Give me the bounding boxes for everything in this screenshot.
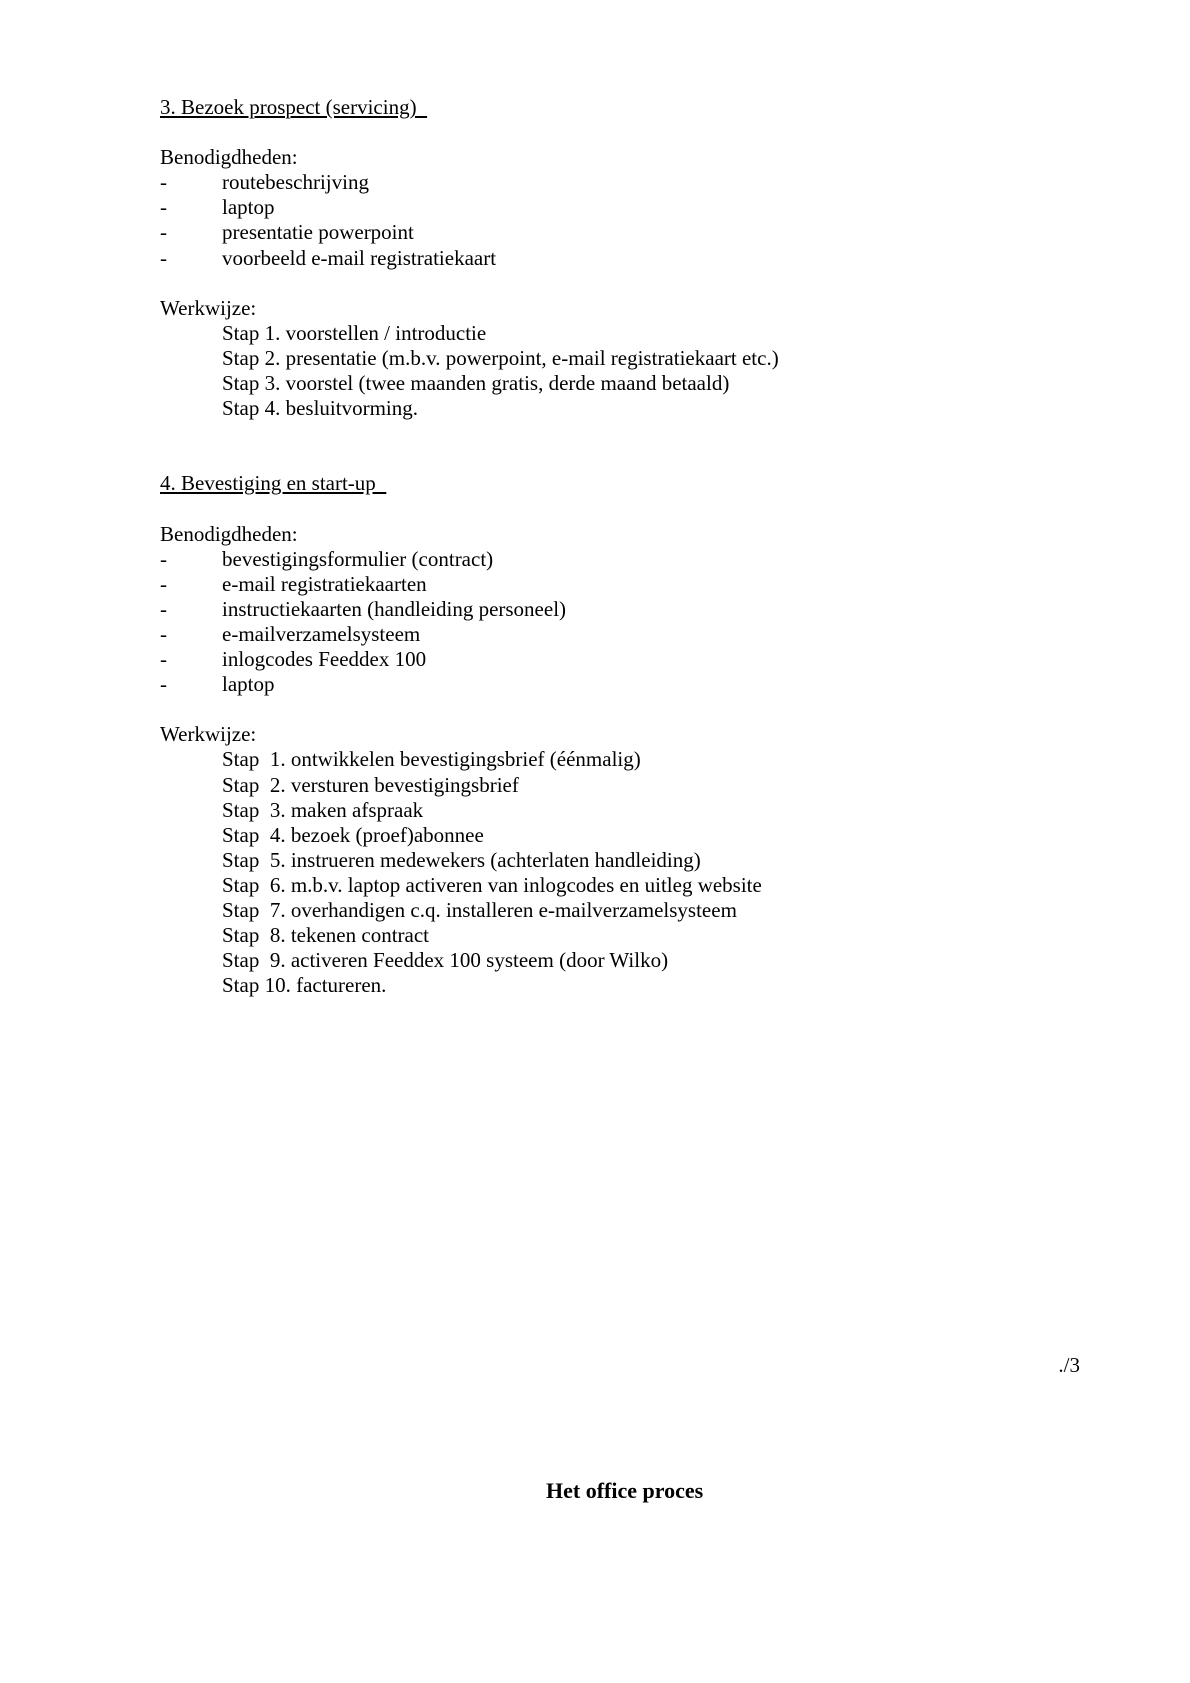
- bullet-dash: -: [160, 245, 167, 270]
- step-item: Stap 2. presentatie (m.b.v. powerpoint, e-mail registratiekaart etc.): [222, 345, 779, 370]
- bullet-dash: -: [160, 647, 167, 672]
- next-section-title: Het office proces: [546, 1478, 704, 1503]
- step-item: Stap 1. voorstellen / introductie: [222, 320, 487, 345]
- list-item: [160, 170, 1095, 195]
- section-4-werkwijze-label: Werkwijze:: [160, 722, 257, 747]
- bullet-dash: -: [160, 672, 167, 697]
- step-item: Stap 9. activeren Feeddex 100 systeem (door Wilko): [222, 948, 669, 973]
- bullet-dash: -: [160, 170, 167, 195]
- step-item: Stap 7. overhandigen c.q. installeren e-mailverzamelsysteem: [222, 898, 737, 922]
- list-item-text: voorbeeld e-mail registratiekaart: [222, 245, 497, 270]
- step-item: Stap 1. ontwikkelen bevestigingsbrief (éénmalig): [222, 747, 641, 772]
- section-3-heading-text: 3. Bezoek prospect (servicing): [160, 95, 428, 119]
- step-item: Stap 5. instrueren medewekers (achterlaten handleiding): [222, 847, 701, 872]
- section-4-heading-text: 4. Bevestiging en start-up: [160, 471, 387, 496]
- list-item: [160, 195, 1095, 220]
- bullet-dash: -: [160, 546, 167, 571]
- list-item-text: bevestigingsformulier (contract): [222, 546, 494, 571]
- list-item-text: laptop: [222, 195, 275, 220]
- list-item: [160, 672, 1095, 697]
- list-item-text: e-mailverzamelsysteem: [222, 621, 421, 646]
- bullet-dash: -: [160, 571, 167, 596]
- step-item: Stap 2. versturen bevestigingsbrief: [222, 772, 519, 797]
- step-item: Stap 4. besluitvorming.: [222, 396, 418, 421]
- section-4-heading: [160, 471, 1095, 496]
- list-item-text: routebeschrijving: [222, 170, 369, 195]
- list-item: [160, 572, 1095, 597]
- step-item: Stap 10. factureren.: [222, 973, 387, 998]
- list-item-text: presentatie powerpoint: [222, 220, 414, 245]
- list-item-text: instructiekaarten (handleiding personeel): [222, 596, 567, 621]
- bullet-dash: -: [160, 596, 167, 621]
- bullet-dash: -: [160, 621, 167, 646]
- bullet-dash: -: [160, 220, 167, 245]
- document-body: [160, 95, 1095, 998]
- section-3-werkwijze-label: Werkwijze:: [160, 295, 257, 320]
- list-item-text: laptop: [222, 672, 275, 697]
- page-continuation-marker: ./3: [1058, 1353, 1080, 1377]
- list-item: [160, 547, 1095, 572]
- section-3-heading: [160, 95, 1095, 120]
- step-item: Stap 6. m.b.v. laptop activeren van inlogcodes en uitleg website: [222, 872, 762, 897]
- section-4-benodigdheden-label: Benodigdheden:: [160, 521, 298, 546]
- step-item: Stap 3. maken afspraak: [222, 797, 424, 822]
- list-item: [160, 220, 1095, 245]
- step-item: Stap 8. tekenen contract: [222, 923, 430, 948]
- list-item: [160, 597, 1095, 622]
- step-item: Stap 4. bezoek (proef)abonnee: [222, 822, 484, 847]
- section-3-benodigdheden-label: Benodigdheden:: [160, 145, 298, 170]
- list-item: [160, 246, 1095, 271]
- bullet-dash: -: [160, 195, 167, 220]
- step-item: Stap 3. voorstel (twee maanden gratis, derde maand betaald): [222, 371, 730, 396]
- list-item-text: e-mail registratiekaarten: [222, 571, 427, 596]
- list-item-text: inlogcodes Feeddex 100: [222, 647, 427, 672]
- list-item: [160, 622, 1095, 647]
- list-item: [160, 647, 1095, 672]
